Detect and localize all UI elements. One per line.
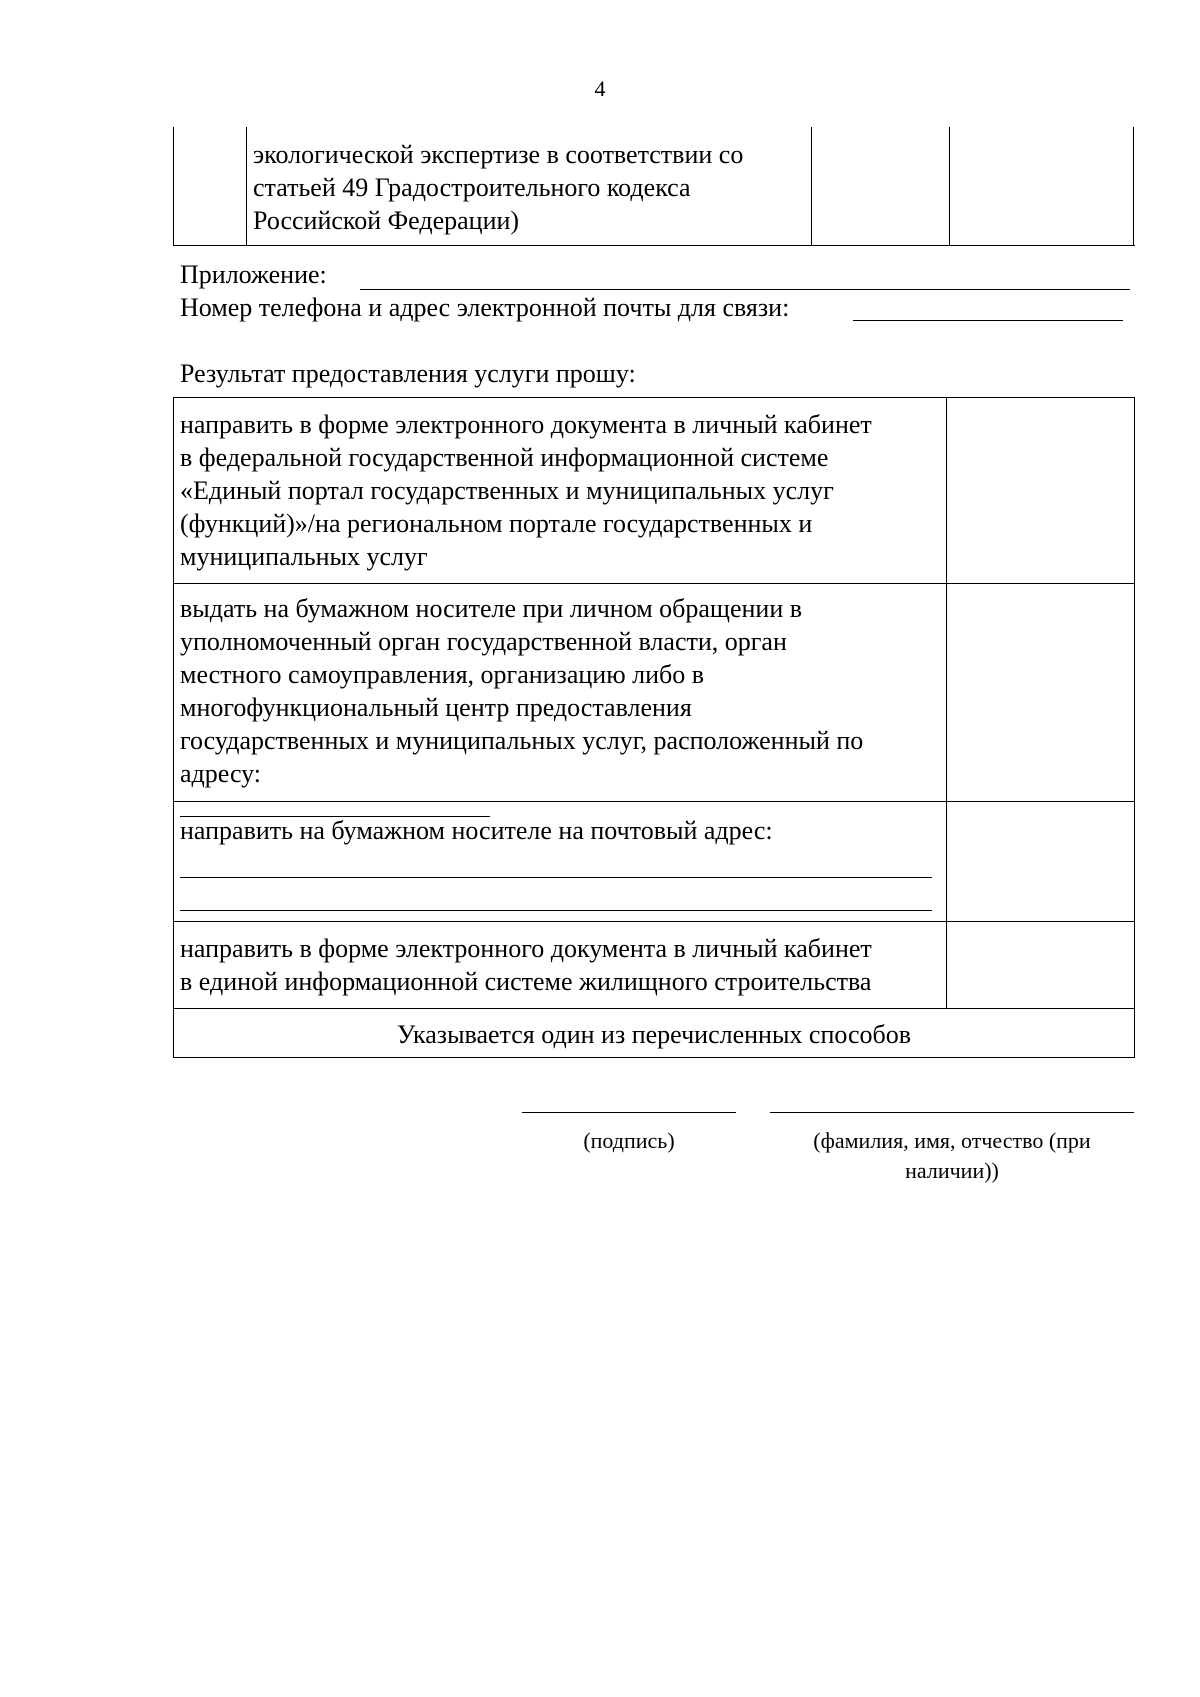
postal-address-field[interactable] — [180, 877, 932, 878]
address-label: адресу: — [180, 759, 262, 788]
option-choice-cell[interactable] — [946, 802, 1134, 921]
option-choice-cell[interactable] — [946, 584, 1134, 801]
option-line: уполномоченный орган государственной власти, орган — [180, 627, 787, 656]
option-row-paper-in-person — [174, 584, 1134, 802]
option-row-eisgs — [174, 922, 1134, 1009]
option-line: в единой информационной системе жилищного строительства — [180, 967, 872, 996]
option-line: местного самоуправления, организацию либо в — [180, 660, 705, 689]
option-line: «Единый портал государственных и муниципальных услуг — [180, 476, 834, 505]
continuation-cell-text — [253, 138, 798, 237]
table-column-divider — [811, 127, 812, 245]
page-number: 4 — [594, 76, 606, 101]
option-note: Указывается один из перечисленных способов — [396, 1020, 912, 1049]
table-column-divider — [949, 127, 950, 245]
option-line: муниципальных услуг — [180, 542, 428, 571]
result-heading: Результат предоставления услуги прошу: — [180, 359, 636, 388]
option-line: направить на бумажном носителе на почтовый адрес: — [180, 816, 773, 845]
table-column-divider — [246, 127, 247, 245]
signature-caption: (подпись) — [583, 1128, 675, 1153]
option-row-paper-by-mail — [174, 802, 1134, 922]
full-name-caption-line1: (фамилия, имя, отчество (при — [813, 1128, 1091, 1153]
option-line: (функций)»/на региональном портале государственных и — [180, 509, 813, 538]
option-choice-cell[interactable] — [946, 398, 1134, 583]
contact-field[interactable] — [853, 320, 1123, 321]
continuation-line: экологической экспертизе в соответствии со — [253, 140, 744, 169]
continuation-line: статьей 49 Градостроительного кодекса — [253, 173, 691, 202]
signature-line[interactable] — [522, 1112, 736, 1113]
option-line: государственных и муниципальных услуг, расположенный по — [180, 726, 864, 755]
table-border-right — [1133, 127, 1134, 245]
full-name-line[interactable] — [770, 1112, 1134, 1113]
option-line: направить в форме электронного документа в личный кабинет — [180, 410, 872, 439]
option-line: выдать на бумажном носителе при личном обращении в — [180, 594, 803, 623]
option-line: многофункциональный центр предоставления — [180, 693, 692, 722]
table-border-left — [173, 127, 174, 245]
option-row-epgu — [174, 398, 1134, 584]
continuation-line: Российской Федерации) — [253, 206, 520, 235]
full-name-caption-line2: наличии)) — [905, 1158, 999, 1183]
option-line: направить в форме электронного документа в личный кабинет — [180, 934, 872, 963]
contact-label: Номер телефона и адрес электронной почты для связи: — [180, 293, 790, 322]
option-line: в федеральной государственной информационной системе — [180, 443, 829, 472]
result-options-table — [173, 397, 1135, 1058]
postal-address-field[interactable] — [180, 910, 932, 911]
attachment-label: Приложение: — [180, 260, 327, 289]
attachment-field[interactable] — [360, 289, 1130, 290]
option-choice-cell[interactable] — [946, 922, 1134, 1008]
